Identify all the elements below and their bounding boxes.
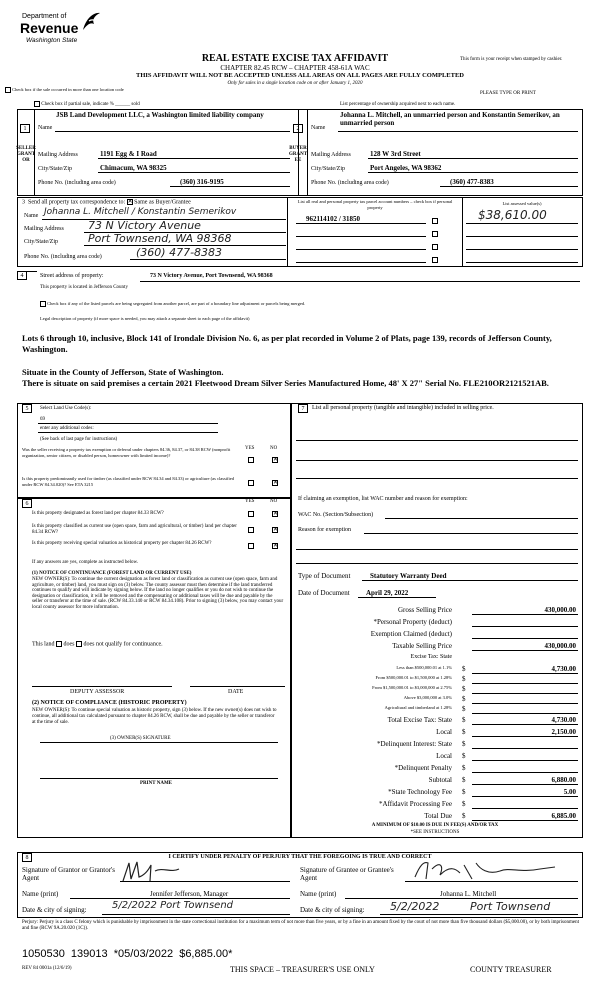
buyer-city[interactable]: Port Angeles, WA 98362 — [370, 164, 442, 172]
personal-property-checkbox-4[interactable] — [432, 257, 438, 263]
please-type: PLEASE TYPE OR PRINT — [480, 91, 536, 96]
dollar-sign: $ — [462, 764, 466, 772]
additional-codes: enter any additional codes: — [40, 426, 94, 431]
dollar-sign: $ — [462, 675, 466, 683]
form-title: REAL ESTATE EXCISE TAX AFFIDAVIT — [201, 53, 389, 64]
seller-city-label: City/State/Zip — [38, 166, 72, 172]
dollar-sign: $ — [462, 695, 466, 703]
cashier-stamp: 1050530 139013 *05/03/2022 $6,885.00* — [22, 948, 233, 960]
s6-if-yes: If any answers are yes, complete as instructed below. — [32, 560, 139, 565]
tax-value-subtotal[interactable]: 6,880.00 — [551, 776, 576, 784]
tax-label-delinq-state-label: *Delinquent Interest: State — [376, 740, 452, 748]
personal-property-checkbox-3[interactable] — [432, 244, 438, 250]
exemption-claim-label: If claiming an exemption, list WAC number and reason for exemption: — [298, 496, 468, 502]
s5-q2-no[interactable]: ✕ — [273, 480, 279, 486]
tax-value-tier1[interactable]: 4,730.00 — [551, 665, 576, 673]
s6-question-1: Is this property designated as forest land per chapter 84.33 RCW? — [32, 511, 164, 516]
personal-property-label: List all personal property (tangible and intangible) included in selling price. — [312, 405, 494, 411]
legal-label: Legal description of property (if more space is needed, you may attach a separate sheet to each page of the affidavit) — [40, 316, 250, 321]
owner-signature-label: (3) OWNER(S) SIGNATURE — [110, 736, 171, 741]
s6-no-header: NO — [270, 499, 278, 504]
legal-line-1: Lots 6 through 10, inclusive, Block 141 of Irondale Division No. 6, as per plat recorded in Volume 2 of Plats, page 139, records of Jefferson County, Washington. — [22, 333, 552, 354]
form-chapter: CHAPTER 82.45 RCW – CHAPTER 458-61A WAC — [220, 64, 370, 72]
tax-value-total-due[interactable]: 6,885.00 — [551, 812, 576, 820]
buyer-city-label: City/State/Zip — [311, 166, 345, 172]
tax-label-affidavit-fee-label: *Affidavit Processing Fee — [379, 800, 452, 808]
grantee-name[interactable]: Johanna L. Mitchell — [440, 890, 497, 898]
buyer-phone-label: Phone No. (including area code) — [311, 180, 389, 186]
tax-value-local[interactable]: 2,150.00 — [551, 728, 576, 736]
s6-question-3: Is this property receiving special valuation as historical property per chapter 84.26 RCW? — [32, 541, 212, 546]
tax-label-taxable-label: Taxable Selling Price — [392, 642, 452, 650]
grantor-name[interactable]: Jennifer Jefferson, Manager — [150, 890, 229, 898]
does-label: does — [63, 641, 75, 648]
checkbox-segregated[interactable] — [40, 301, 46, 307]
s5-no-header: NO — [270, 446, 278, 451]
s6-q1-yes[interactable] — [248, 511, 254, 517]
tax-label-tier2-label: From $500,000.01 to $1,500,000 at 1.28% — [375, 675, 452, 680]
tax-label-excise-state: Excise Tax: State — [410, 654, 452, 660]
s3-city[interactable]: Port Townsend, WA 98368 — [88, 232, 232, 245]
receipt-note: This form is your receipt when stamped by cashier. — [460, 57, 563, 62]
grantor-date-label: Date & city of signing: — [22, 906, 87, 914]
assessed-header: List assessed value(s) — [502, 201, 542, 206]
dollar-sign: $ — [462, 665, 466, 673]
grantor-sig-label: Signature of Grantor or Grantor's Agent — [22, 866, 116, 882]
s5-q2-yes[interactable] — [248, 480, 254, 486]
tax-label-total-due-label: Total Due — [424, 812, 452, 820]
notice-2-title: (2) NOTICE OF COMPLIANCE (HISTORIC PROPERTY) — [32, 700, 187, 706]
minimum-note: A MINIMUM OF $10.00 IS DUE IN FEE(S) AND/OR TAX — [371, 823, 499, 828]
checkbox-does[interactable] — [56, 641, 62, 647]
county-treasurer: COUNTY TREASURER — [470, 965, 552, 974]
street-label: Street address of property: — [40, 273, 104, 279]
s6-q3-yes[interactable] — [248, 543, 254, 549]
seller-side-label: SELLER GRANTOR — [16, 146, 36, 163]
doc-date-label: Date of Document — [298, 589, 350, 597]
form-warning: THIS AFFIDAVIT WILL NOT BE ACCEPTED UNLESS ALL AREAS ON ALL PAGES ARE FULLY COMPLETED — [136, 72, 464, 79]
print-name-label: PRINT NAME — [140, 781, 172, 786]
tax-label-tier4-label: Above $3,000,000 at 3.0% — [403, 695, 452, 700]
s6-yes-header: YES — [245, 499, 255, 504]
buyer-side-label: BUYER GRANTEE — [288, 146, 308, 163]
tax-label-exemption-label: Exemption Claimed (deduct) — [370, 630, 452, 638]
s5-q1-yes[interactable] — [248, 457, 254, 463]
tax-value-tech[interactable]: 5.00 — [563, 788, 576, 796]
buyer-mailing[interactable]: 128 W 3rd Street — [370, 150, 421, 158]
dollar-sign: $ — [462, 812, 466, 820]
section-3-send — [22, 199, 191, 206]
seller-phone-label: Phone No. (including area code) — [38, 180, 116, 186]
dollar-sign: $ — [462, 705, 466, 713]
s3-phone-label: Phone No. (including area code) — [24, 254, 102, 260]
doc-date[interactable]: April 29, 2022 — [366, 589, 409, 597]
check-multi-label: Check box if the sale occurred in more than one location code — [12, 87, 124, 93]
reason-label: Reason for exemption — [298, 527, 351, 533]
same-as-buyer-label: Same as Buyer/Grantee — [134, 199, 191, 206]
section-3-number: 3 — [22, 199, 25, 206]
grantee-sig-label: Signature of Grantee or Grantee's Agent — [300, 866, 394, 882]
dollar-sign: $ — [462, 752, 466, 760]
tax-label-tier3-label: From $1,500,000.01 to $3,000,000 at 2.75% — [372, 685, 452, 690]
deputy-assessor: DEPUTY ASSESSOR — [70, 689, 125, 695]
tax-value-total-state[interactable]: 4,730.00 — [551, 716, 576, 724]
ownership-note: List percentage of ownership acquired next to each name. — [340, 102, 456, 107]
assessed-value[interactable]: $38,610.00 — [478, 208, 547, 222]
sold-label: sold — [131, 102, 140, 108]
tax-label-personal-label: *Personal Property (deduct) — [373, 618, 452, 626]
tax-label-local-label: Local — [436, 728, 452, 736]
seller-name[interactable]: JSB Land Development LLC, a Washington limited liability company — [56, 111, 264, 119]
street-address[interactable]: 73 N Victory Avenue, Port Townsend, WA 98368 — [150, 273, 273, 279]
revenue-bird-icon — [80, 10, 102, 34]
parcel-number[interactable]: 962114102 / 31850 — [306, 215, 361, 223]
dollar-sign: $ — [462, 716, 466, 724]
buyer-phone[interactable]: (360) 477-8383 — [450, 178, 494, 186]
legal-line-2: Situate in the County of Jefferson, State of Washington. — [22, 367, 224, 377]
grantor-name-label: Name (print) — [22, 890, 59, 898]
grantee-date-label: Date & city of signing: — [300, 906, 365, 914]
wac-label: WAC No. (Section/Subsection) — [298, 512, 374, 518]
s3-mailing-label: Mailing Address — [24, 226, 64, 232]
section-6-number: 6 — [22, 499, 32, 508]
land-use-code[interactable]: 69 — [40, 417, 45, 422]
tax-label-subtotal-label: Subtotal — [428, 776, 452, 784]
land-use-label: Select Land Use Code(s): — [40, 406, 92, 411]
checkbox-multi[interactable] — [5, 87, 11, 93]
this-land — [32, 641, 163, 648]
seller-mailing[interactable]: 1191 Egg & I Road — [100, 150, 157, 158]
checkbox-same-as-buyer[interactable]: ✕ — [127, 199, 133, 205]
section-6-box — [17, 498, 291, 838]
s5-yes-header: YES — [245, 446, 255, 451]
grantee-city[interactable]: Port Townsend — [470, 900, 551, 913]
section-5-number: 5 — [22, 404, 32, 413]
dollar-sign: $ — [462, 800, 466, 808]
seller-mailing-label: Mailing Address — [38, 152, 78, 158]
tax-label-total-state-label: Total Excise Tax: State — [387, 716, 452, 724]
doc-type-label: Type of Document — [298, 572, 351, 580]
dollar-sign: $ — [462, 685, 466, 693]
checkbox-does-not[interactable] — [76, 641, 82, 647]
revenue-logo — [14, 8, 104, 50]
buyer-name-label: Name — [311, 125, 326, 131]
seller-phone[interactable]: (360) 316-9195 — [180, 178, 224, 186]
tax-label-delinq-local-label: Local — [436, 752, 452, 760]
perjury-note: Perjury: Perjury is a class C felony which is punishable by imprisonment in the state correctional institution for a maximum term of not more than five years, or by a fine in an amount fixed by the court of not more than five thousand dollars ($5,000.00), or by both imprisonment and fine (RCW 9A.20.020 (1C)). — [22, 920, 579, 931]
grantee-name-label: Name (print) — [300, 890, 337, 898]
tax-value-taxable[interactable]: 430,000.00 — [544, 642, 576, 650]
tax-value-gross[interactable]: 430,000.00 — [544, 606, 576, 614]
see-back: (See back of last page for instructions) — [40, 437, 118, 442]
see-instructions: *SEE INSTRUCTIONS — [410, 830, 460, 835]
tax-label-tier1-label: Less than $500,000.01 at 1.1% — [396, 665, 452, 670]
s6-question-2: Is this property classified as current use (open space, farm and agricultural, or timber) land per chapter 84.34 RCW? — [32, 524, 237, 535]
grantor-date-city[interactable]: 5/2/2022 Port Townsend — [112, 900, 234, 911]
section-7-number: 7 — [298, 404, 308, 413]
form-only-for: Only for sales in a single location code on or after January 1, 2020 — [227, 81, 363, 86]
tax-label-tech-label: *State Technology Fee — [388, 788, 452, 796]
seller-city[interactable]: Chimacum, WA 98325 — [100, 164, 167, 172]
grantee-date[interactable]: 5/2/2022 — [390, 900, 440, 913]
segregated-check[interactable] — [40, 301, 580, 307]
dollar-sign: $ — [462, 788, 466, 796]
s6-q1-no[interactable]: ✕ — [273, 511, 279, 517]
logo-dept: Department of — [22, 13, 67, 20]
legal-line-3: There is situate on said premises a certain 2021 Fleetwood Dream Silver Series Manufactured Home, 48' X 27" Serial No. FLE210OR2121521AB. — [22, 378, 549, 388]
dollar-sign: $ — [462, 740, 466, 748]
located-in: This property is located in Jefferson County — [40, 285, 128, 290]
dollar-sign: $ — [462, 776, 466, 784]
notice-2-body: NEW OWNER(S): To continue special valuation as historic property, sign (3) below. If the new owner(s) does not wish to continue, all additional tax calculated pursuant to chapter 84.26 RCW, shall be due and payable by the seller or transferor at the time of sale. — [32, 708, 277, 725]
logo-state: Washington State — [26, 37, 78, 44]
s5-question-1: Was the seller receiving a property tax exemption or deferral under chapters 84.36, 84.37, or 84.38 RCW (nonprofit organization, senior citizen, or disabled person, homeowner with limited income)? — [22, 447, 231, 458]
check-partial[interactable]: Check box if partial sale, indicate % ______ sold — [34, 101, 140, 108]
s3-name-label: Name — [24, 213, 39, 219]
send-label: Send all property tax correspondence to: — [28, 199, 126, 206]
seller-name-label: Name — [38, 125, 53, 131]
section-4-number: 4 — [17, 271, 27, 280]
section-2-number: 2 — [293, 124, 303, 133]
s5-q1-no[interactable]: ✕ — [273, 457, 279, 463]
personal-property-checkbox-2[interactable] — [432, 231, 438, 237]
personal-property-checkbox-1[interactable] — [432, 218, 438, 224]
s3-mailing[interactable]: 73 N Victory Avenue — [88, 219, 201, 232]
certify-statement: I CERTIFY UNDER PENALTY OF PERJURY THAT THE FOREGOING IS TRUE AND CORRECT — [168, 854, 432, 860]
tax-label-delinq-penalty-label: *Delinquent Penalty — [394, 764, 452, 772]
does-not-label: does not qualify for continuance. — [83, 641, 163, 648]
checkbox-partial[interactable] — [34, 101, 40, 107]
s3-phone[interactable]: (360) 477-8383 — [136, 246, 223, 259]
buyer-name[interactable]: Johanna L. Mitchell, an unmarried person and Konstantin Semerikov, an unmarried person — [340, 111, 560, 127]
buyer-mailing-label: Mailing Address — [311, 152, 351, 158]
s6-q2-no[interactable]: ✕ — [273, 527, 279, 533]
parcel-header: List all real and personal property tax parcel account numbers – check box if personal property — [297, 199, 453, 210]
grantor-signature[interactable] — [115, 857, 185, 887]
s6-q2-yes[interactable] — [248, 527, 254, 533]
deputy-date: DATE — [228, 689, 244, 695]
treasurer-space: THIS SPACE – TREASURER'S USE ONLY — [230, 965, 375, 974]
notice-1-body: NEW OWNER(S): To continue the current designation as forest land or classification as current use (open space, farm and agriculture, or timber) land, you must sign on (3) below. The county assessor must then determine if the land transferred continues to qualify and will indicate by signing below. If the land no longer qualifies or you do not wish to continue the designation or classification, it will be removed and the compensating or additional taxes will be due and payable by the seller or transferor at the time of sale. (RCW 84.33.140 or RCW 84.34.108). Prior to signing (3) below, you may contact your local county assessor for more information. — [32, 577, 284, 610]
s6-q3-no[interactable]: ✕ — [273, 543, 279, 549]
segregated-label: Check box if any of the listed parcels are being segregated from another parcel, are part of a boundary line adjustment or parcels being merged. — [47, 301, 306, 307]
section-8-number: 8 — [22, 853, 32, 862]
s3-name[interactable]: Johanna L. Mitchell / Konstantin Semerikov — [44, 207, 237, 217]
section-1-number: 1 — [20, 124, 30, 133]
tax-label-tier5-label: Agricultural and timberland at 1.28% — [384, 705, 452, 710]
tax-label-gross-label: Gross Selling Price — [397, 606, 452, 614]
rev-number: REV 84 0001a (12/6/19) — [22, 966, 72, 971]
s3-city-label: City/State/Zip — [24, 239, 58, 245]
s5-question-2: Is this property predominantly used for timber (as classified under RCW 84.34 and 84.33) or agriculture (as classified under RCW 84.34.020)? See ETA 3215 — [22, 476, 234, 487]
dollar-sign: $ — [462, 728, 466, 736]
notice-1-title: (1) NOTICE OF CONTINUANCE (FOREST LAND OR CURRENT USE) — [32, 571, 192, 576]
doc-type[interactable]: Statutory Warranty Deed — [370, 572, 447, 580]
check-partial-label: Check box if partial sale, indicate % — [41, 102, 114, 108]
logo-revenue: Revenue — [20, 20, 79, 36]
grantee-signature[interactable] — [410, 855, 560, 885]
this-land-label: This land — [32, 641, 55, 648]
check-multi-location[interactable] — [5, 87, 125, 93]
